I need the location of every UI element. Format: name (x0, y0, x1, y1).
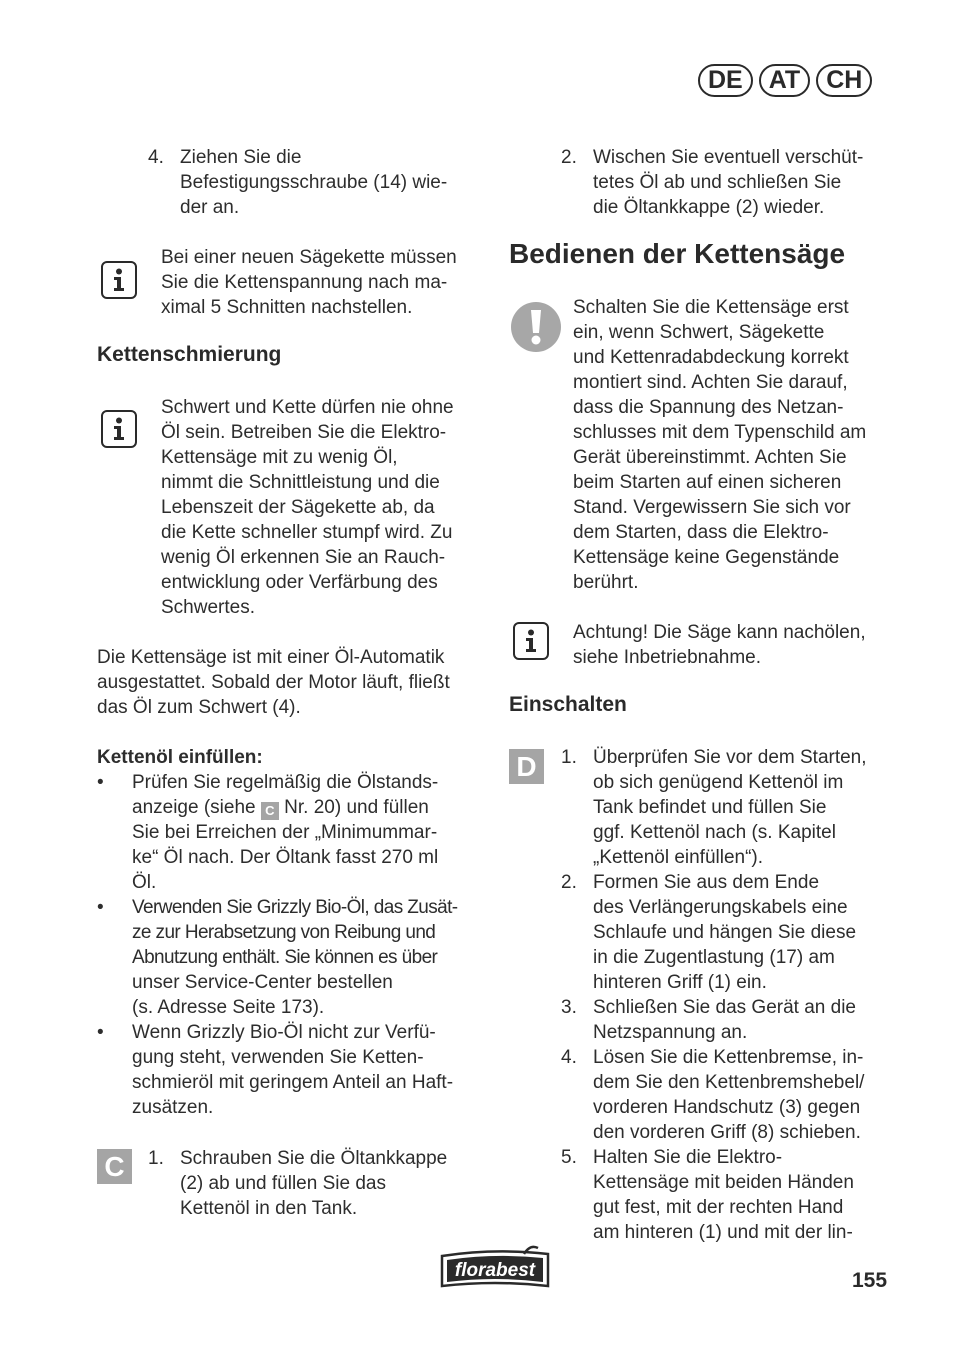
logo-text: florabest (454, 1260, 536, 1281)
figure-c-box: C (261, 802, 279, 820)
badge-de: DE (698, 64, 753, 97)
warning-icon (511, 302, 561, 352)
list-item: • Wenn Grizzly Bio-Öl nicht zur Verfü- gung steht, verwenden Sie Ketten- schmieröl mit geringem Anteil an Haft- zusätzen. (97, 1022, 454, 1118)
heading-einschalten: Einschalten (509, 693, 627, 716)
right-steps-list (561, 745, 896, 1245)
figure-c-marker: C (97, 1149, 132, 1184)
list-item: 4. Lösen Sie die Kettenbremse, in- dem Sie den Kettenbremshebel/ vorderen Handschutz (3) gegen den vorderen Griff (8) schieben. (561, 1047, 865, 1143)
right-step-2: 2. Wischen Sie eventuell verschüt- tetes Öl ab und schließen Sie die Öltankkappe (2) wieder. (561, 147, 864, 218)
step-line: der an. (180, 197, 240, 218)
info-note-reoil: Achtung! Die Säge kann nachölen, siehe Inbetriebnahme. (573, 622, 866, 668)
info-icon (101, 261, 137, 299)
step-number: 1. (148, 1148, 164, 1169)
step-number: 1. (561, 747, 577, 768)
left-step-4 (148, 145, 478, 220)
bullet-list (97, 770, 487, 1120)
list-item: 2. Formen Sie aus dem Ende des Verlängerungskabels eine Schlaufe und hängen Sie diese in die Zugentlastung (17) am hinteren Griff (1) ein. (561, 872, 857, 993)
step-number: 5. (561, 1147, 577, 1168)
step-number: 2. (561, 147, 577, 168)
bullet-symbol: • (97, 897, 104, 918)
warning-note: Schalten Sie die Kettensäge erst ein, wenn Schwert, Sägekette und Kettenradabdeckung korrekt montiert sind. Achten Sie darauf, dass die Spannung des Netzan- schlusses mit dem Typenschild am Gerät übereinstimmt. Achten Sie beim Starten auf einen sicheren Stand. Vergewissern Sie sich vor dem Starten, dass die Elektro- Kettensäge keine Gegenstände berührt. (573, 297, 867, 593)
badge-ch: CH (816, 64, 872, 97)
page-number: 155 (852, 1269, 888, 1292)
left-step-1: 1. Schrauben Sie die Öltankkappe (2) ab und füllen Sie das Kettenöl in den Tank. (148, 1148, 448, 1219)
list-item: 3. Schließen Sie das Gerät an die Netzspannung an. (561, 997, 856, 1043)
list-item: 1. Überprüfen Sie vor dem Starten, ob sich genügend Kettenöl im Tank befindet und füllen Sie ggf. Kettenöl nach (s. Kapitel „Kettenöl einfüllen“). (561, 747, 867, 868)
step-number: 3. (561, 997, 577, 1018)
paragraph-oil-automatic: Die Kettensäge ist mit einer Öl-Automatik ausgestattet. Sobald der Motor läuft, fließt das Öl zum Schwert (4). (97, 647, 450, 718)
step-line: Ziehen Sie die (180, 147, 302, 168)
list-item: • Prüfen Sie regelmäßig die Ölstands- anzeige (siehe C Nr. 20) und füllen Sie bei Erreichen der „Minimummar- ke“ Öl nach. Der Öltank fasst 270 ml Öl. (97, 772, 439, 893)
badge-at: AT (759, 64, 810, 97)
step-line: Befestigungsschraube (14) wie- (180, 172, 448, 193)
info-note-new-chain: Bei einer neuen Sägekette müssen Sie die Kettenspannung nach ma- ximal 5 Schnitten nachstellen. (161, 247, 457, 318)
bullet-symbol: • (97, 772, 104, 793)
info-icon (513, 622, 549, 660)
country-badges (698, 64, 872, 97)
step-number: 4. (148, 147, 164, 168)
heading-kettenoel-einfuellen: Kettenöl einfüllen: (97, 747, 263, 768)
florabest-logo (438, 1244, 552, 1290)
step-number: 2. (561, 872, 577, 893)
figure-d-marker: D (509, 749, 544, 784)
step-number: 4. (561, 1047, 577, 1068)
heading-bedienen: Bedienen der Kettensäge (509, 238, 846, 269)
list-item: 5. Halten Sie die Elektro- Kettensäge mit beiden Händen gut fest, mit der rechten Hand am hinteren (1) und mit der lin- (561, 1147, 854, 1243)
list-item: • Verwenden Sie Grizzly Bio-Öl, das Zusät- ze zur Herabsetzung von Reibung und Abnutzung enthält. Sie können es über unser Service-Center bestellen (s. Adresse Seite 173). (97, 897, 458, 1018)
bullet-symbol: • (97, 1022, 104, 1043)
heading-kettenschmierung: Kettenschmierung (97, 343, 282, 366)
info-icon (101, 410, 137, 448)
info-note-oil: Schwert und Kette dürfen nie ohne Öl sein. Betreiben Sie die Elektro- Kettensäge mit zu wenig Öl, nimmt die Schnittleistung und die Lebenszeit der Sägekette ab, da die Kette schneller stumpf wird. Zu wenig Öl erkennen Sie an Rauch- entwicklung oder Verfärbung des Schwertes. (161, 397, 454, 618)
